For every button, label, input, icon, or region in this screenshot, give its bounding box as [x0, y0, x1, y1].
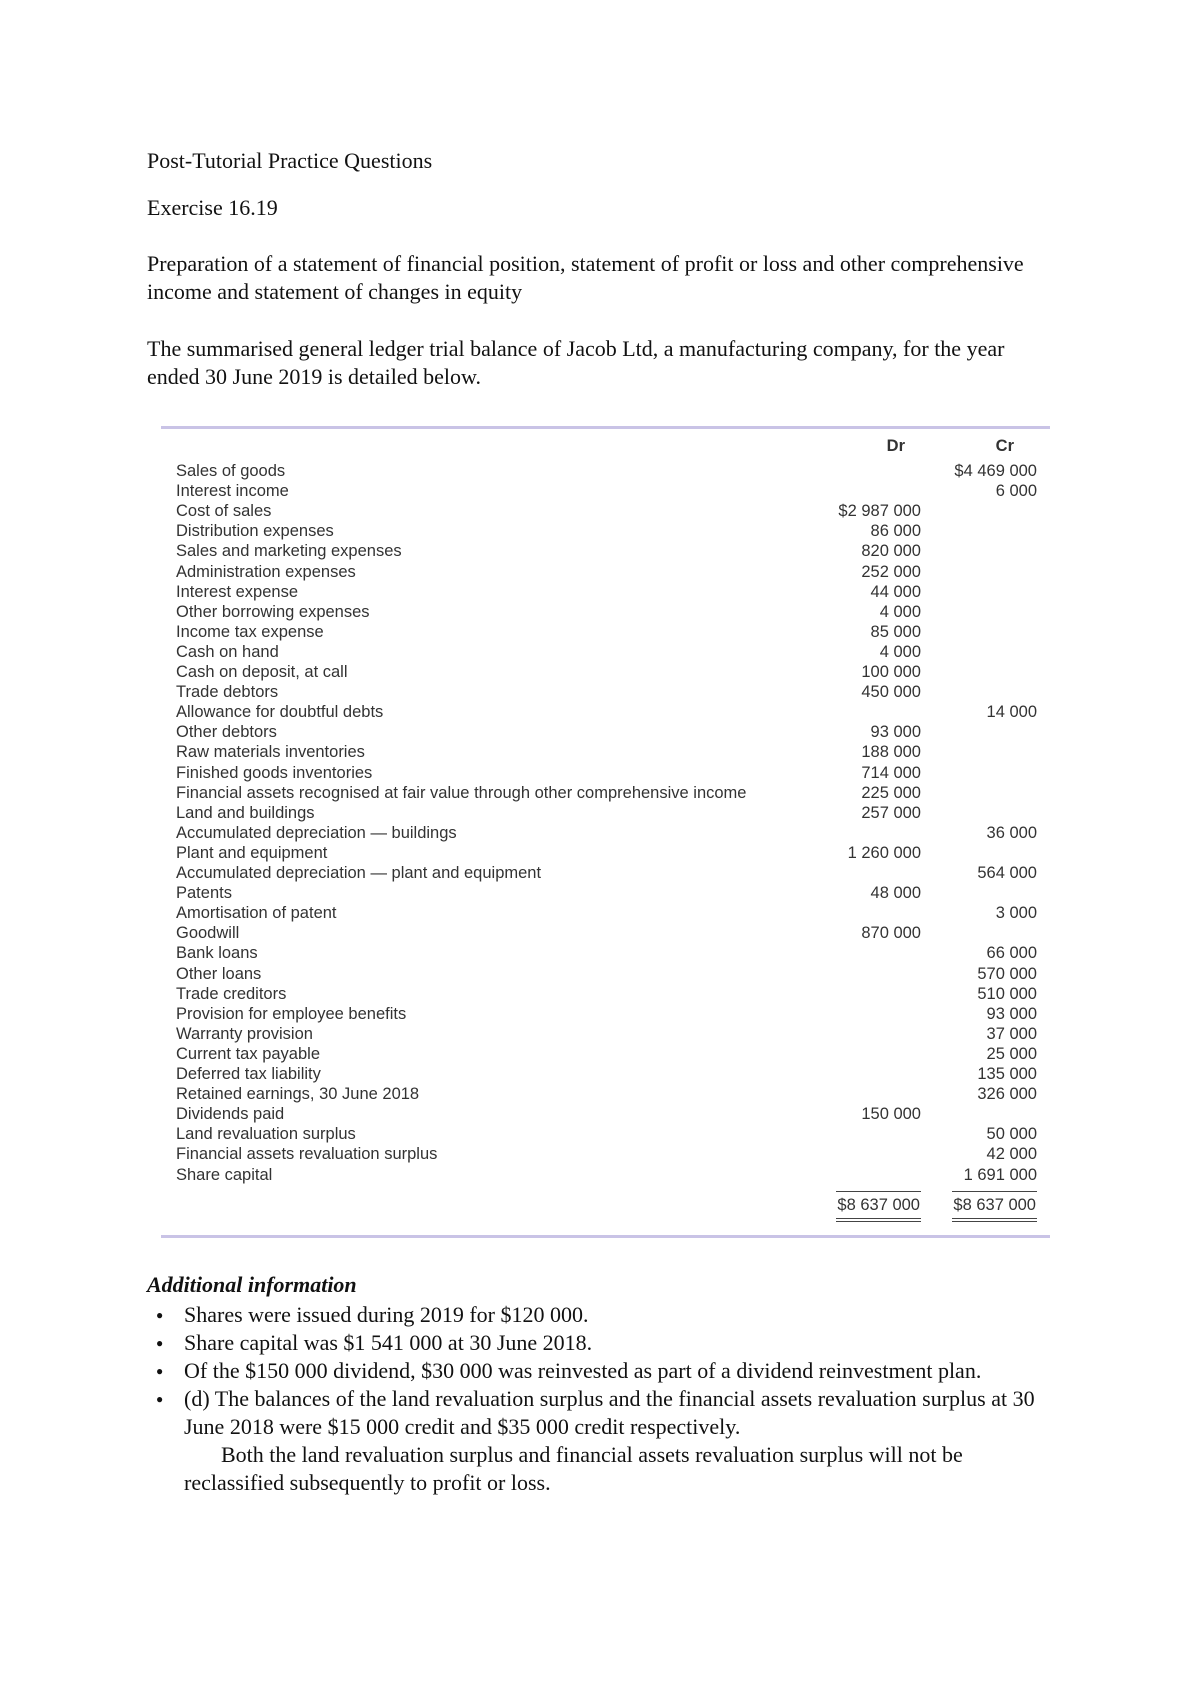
bullet-item: ● (d) The balances of the land revaluation surplus and the financial assets revaluation surplus at 30 June 2018 were $15 000 credit and $35 000 credit respectively. — [147, 1385, 1067, 1441]
account-name: Deferred tax liability — [176, 1065, 321, 1083]
account-name: Raw materials inventories — [176, 743, 365, 762]
dr-amount: 450 000 — [861, 683, 921, 702]
account-name: Amortisation of patent — [176, 904, 337, 923]
table-row — [161, 863, 1050, 883]
account-name: Goodwill — [176, 924, 240, 943]
table-row — [161, 541, 1050, 561]
cr-amount: 6 000 — [995, 482, 1037, 501]
cr-amount: 93 000 — [986, 1004, 1037, 1023]
cr-amount: 42 000 — [986, 1145, 1037, 1164]
table-row — [161, 481, 1050, 501]
dr-header: Dr — [886, 437, 905, 455]
table-row — [161, 662, 1050, 682]
cr-amount: 510 000 — [977, 984, 1037, 1003]
dr-amount: 225 000 — [861, 783, 921, 802]
account-name: Distribution expenses — [176, 522, 334, 541]
cr-amount: 37 000 — [986, 1024, 1037, 1043]
table-row — [161, 682, 1050, 702]
table-row — [161, 883, 1050, 903]
bullet-continuation: Both the land revaluation surplus and financial assets revaluation surplus will not be reclassified subsequently to profit or loss. — [184, 1442, 963, 1495]
account-name: Other debtors — [176, 723, 277, 742]
account-name: Trade debtors — [176, 683, 279, 702]
dr-amount: 252 000 — [861, 562, 921, 581]
account-name: Sales and marketing expenses — [176, 542, 402, 561]
bullet-item: ● Shares were issued during 2019 for $120 000. — [147, 1301, 1067, 1329]
dr-amount: 150 000 — [861, 1105, 921, 1124]
table-row — [161, 823, 1050, 843]
dr-amount: 1 260 000 — [847, 843, 921, 862]
total-cr: $8 637 000 — [952, 1191, 1037, 1219]
account-name: Allowance for doubtful debts — [176, 703, 384, 722]
account-name: Land and buildings — [176, 803, 315, 822]
account-name: Trade creditors — [176, 984, 287, 1003]
table-row — [161, 964, 1050, 984]
table-row — [161, 722, 1050, 742]
cr-amount: 3 000 — [995, 904, 1037, 923]
account-name: Cash on deposit, at call — [176, 663, 348, 681]
bullet-item: ● Share capital was $1 541 000 at 30 June 2018. — [147, 1329, 1067, 1357]
table-row — [161, 943, 1050, 963]
account-name: Income tax expense — [176, 622, 324, 641]
table-row — [161, 702, 1050, 722]
dr-amount: $2 987 000 — [838, 502, 921, 521]
table-row — [161, 1064, 1050, 1084]
dr-amount: 85 000 — [870, 622, 921, 641]
table-row — [161, 1024, 1050, 1044]
account-name: Accumulated depreciation — buildings — [176, 823, 457, 842]
additional-info-title: Additional information — [147, 1272, 357, 1297]
table-row — [161, 622, 1050, 642]
dr-amount: 93 000 — [870, 723, 921, 742]
table-row — [161, 562, 1050, 582]
total-dr: $8 637 000 — [836, 1191, 921, 1219]
table-row — [161, 783, 1050, 803]
account-name: Cash on hand — [176, 642, 279, 661]
account-name: Financial assets revaluation surplus — [176, 1145, 438, 1164]
cr-amount: 25 000 — [986, 1044, 1037, 1063]
table-row — [161, 1165, 1050, 1185]
table-row — [161, 642, 1050, 662]
table-row — [161, 521, 1050, 541]
table-row — [161, 742, 1050, 762]
table-row — [161, 501, 1050, 521]
table-row — [161, 903, 1050, 923]
table-row — [161, 843, 1050, 863]
dr-amount: 257 000 — [861, 803, 921, 822]
account-name: Interest expense — [176, 582, 298, 601]
account-name: Provision for employee benefits — [176, 1004, 407, 1023]
account-name: Administration expenses — [176, 562, 356, 581]
dr-amount: 86 000 — [870, 522, 921, 541]
table-row — [161, 582, 1050, 602]
cr-amount: 570 000 — [977, 964, 1037, 983]
table-row — [161, 1044, 1050, 1064]
dr-amount: 48 000 — [870, 884, 921, 903]
table-row — [161, 461, 1050, 481]
dr-amount: 188 000 — [861, 743, 921, 762]
table-row — [161, 602, 1050, 622]
table-row — [161, 984, 1050, 1004]
cr-amount: $4 469 000 — [954, 462, 1037, 480]
account-name: Sales of goods — [176, 462, 286, 480]
dr-amount: 100 000 — [861, 663, 921, 681]
table-row — [161, 1084, 1050, 1104]
dr-amount: 4 000 — [879, 642, 921, 661]
account-name: Accumulated depreciation — plant and equipment — [176, 864, 542, 882]
account-name: Current tax payable — [176, 1044, 320, 1063]
table-row — [161, 1124, 1050, 1144]
document-title: Post-Tutorial Practice Questions — [147, 148, 433, 173]
account-name: Financial assets recognised at fair value through other comprehensive income — [176, 783, 747, 802]
table-row — [161, 763, 1050, 783]
account-name: Other loans — [176, 964, 262, 983]
account-name: Retained earnings, 30 June 2018 — [176, 1085, 420, 1104]
dr-amount: 714 000 — [861, 763, 921, 782]
table-row — [161, 1004, 1050, 1024]
table-row — [161, 803, 1050, 823]
intro-paragraph: The summarised general ledger trial balance of Jacob Ltd, a manufacturing company, for the year ended 30 June 2019 is detailed below. — [147, 336, 1005, 389]
account-name: Share capital — [176, 1165, 273, 1184]
account-name: Patents — [176, 884, 232, 903]
account-name: Cost of sales — [176, 502, 272, 521]
dr-amount: 44 000 — [870, 582, 921, 601]
cr-amount: 564 000 — [977, 864, 1037, 882]
cr-header: Cr — [995, 437, 1014, 455]
account-name: Finished goods inventories — [176, 763, 373, 782]
cr-amount: 36 000 — [986, 823, 1037, 842]
dr-amount: 820 000 — [861, 542, 921, 561]
cr-amount: 326 000 — [977, 1085, 1037, 1104]
dr-amount: 870 000 — [861, 924, 921, 943]
cr-amount: 135 000 — [977, 1065, 1037, 1083]
bullet-item: ● Of the $150 000 dividend, $30 000 was reinvested as part of a dividend reinvestment plan. — [147, 1357, 1067, 1385]
account-name: Plant and equipment — [176, 843, 328, 862]
additional-info-list — [147, 1301, 1067, 1497]
cr-amount: 66 000 — [986, 944, 1037, 963]
table-row — [161, 1144, 1050, 1164]
dr-amount: 4 000 — [879, 602, 921, 621]
cr-amount: 1 691 000 — [963, 1165, 1037, 1184]
account-name: Other borrowing expenses — [176, 602, 370, 621]
exercise-number: Exercise 16.19 — [147, 195, 278, 220]
exercise-heading: Preparation of a statement of financial position, statement of profit or loss and other comprehensive income and statement of changes in equity — [147, 251, 1024, 304]
cr-amount: 14 000 — [986, 703, 1037, 722]
account-name: Dividends paid — [176, 1105, 285, 1124]
account-name: Warranty provision — [176, 1024, 313, 1043]
table-row — [161, 1104, 1050, 1124]
table-row — [161, 923, 1050, 943]
trial-balance-table — [161, 426, 1050, 1238]
account-name: Interest income — [176, 482, 289, 501]
account-name: Land revaluation surplus — [176, 1125, 356, 1144]
account-name: Bank loans — [176, 944, 258, 963]
cr-amount: 50 000 — [986, 1125, 1037, 1144]
